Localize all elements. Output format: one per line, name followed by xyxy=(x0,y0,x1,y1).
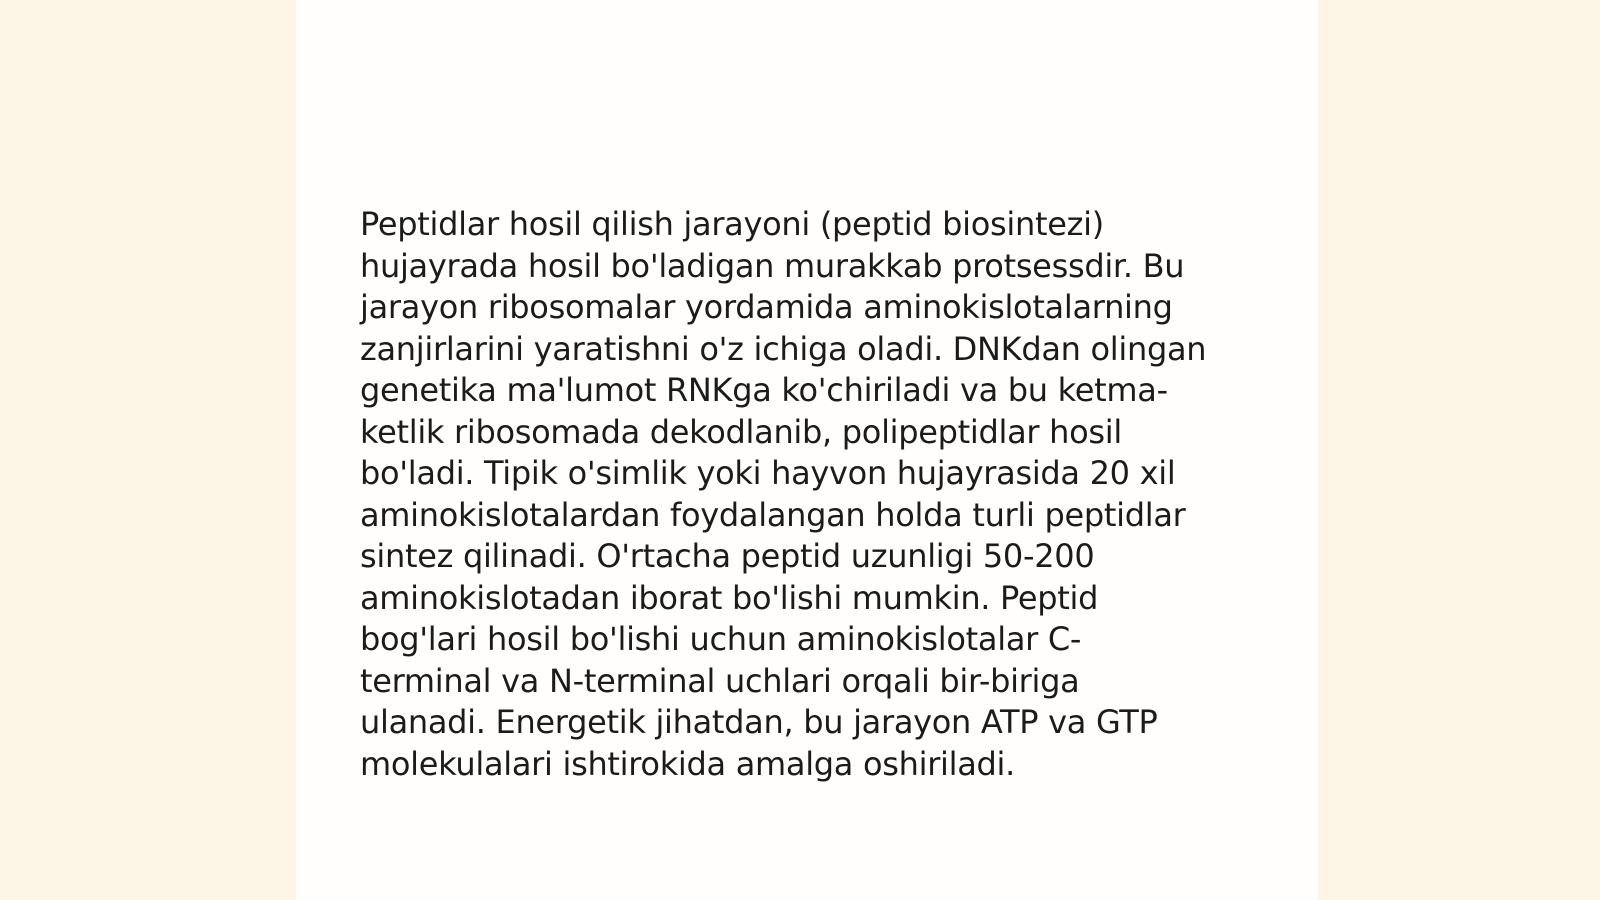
paragraph-line: zanjirlarini yaratishni o'z ichiga oladi. DNKdan olingan xyxy=(360,329,1207,368)
paragraph-line: ketlik ribosomada dekodlanib, polipeptidlar hosil xyxy=(360,412,1122,451)
slide-paragraph xyxy=(360,204,1260,785)
paragraph-line: sintez qilinadi. O'rtacha peptid uzunligi 50-200 xyxy=(360,537,1095,575)
slide xyxy=(296,0,1318,900)
paragraph-line: molekulalari ishtirokida amalga oshiriladi. xyxy=(360,744,1016,783)
paragraph-line: genetika ma'lumot RNKga ko'chiriladi va bu ketma- xyxy=(360,371,1168,409)
paragraph-line: hujayrada hosil bo'ladigan murakkab protsessdir. Bu xyxy=(360,246,1185,285)
paragraph-line: terminal va N-terminal uchlari orqali bir-biriga xyxy=(360,661,1080,700)
paragraph-line: aminokislotalardan foydalangan holda turli peptidlar xyxy=(360,495,1186,534)
paragraph-line: bog'lari hosil bo'lishi uchun aminokislotalar C- xyxy=(360,620,1082,658)
paragraph-line: ulanadi. Energetik jihatdan, bu jarayon ATP va GTP xyxy=(360,703,1158,741)
paragraph-line: aminokislotadan iborat bo'lishi mumkin. Peptid xyxy=(360,578,1099,617)
paragraph-line: jarayon ribosomalar yordamida aminokislotalarning xyxy=(360,288,1173,326)
paragraph-line: bo'ladi. Tipik o'simlik yoki hayvon hujayrasida 20 xil xyxy=(360,454,1176,492)
paragraph-line: Peptidlar hosil qilish jarayoni (peptid biosintezi) xyxy=(360,205,1104,243)
